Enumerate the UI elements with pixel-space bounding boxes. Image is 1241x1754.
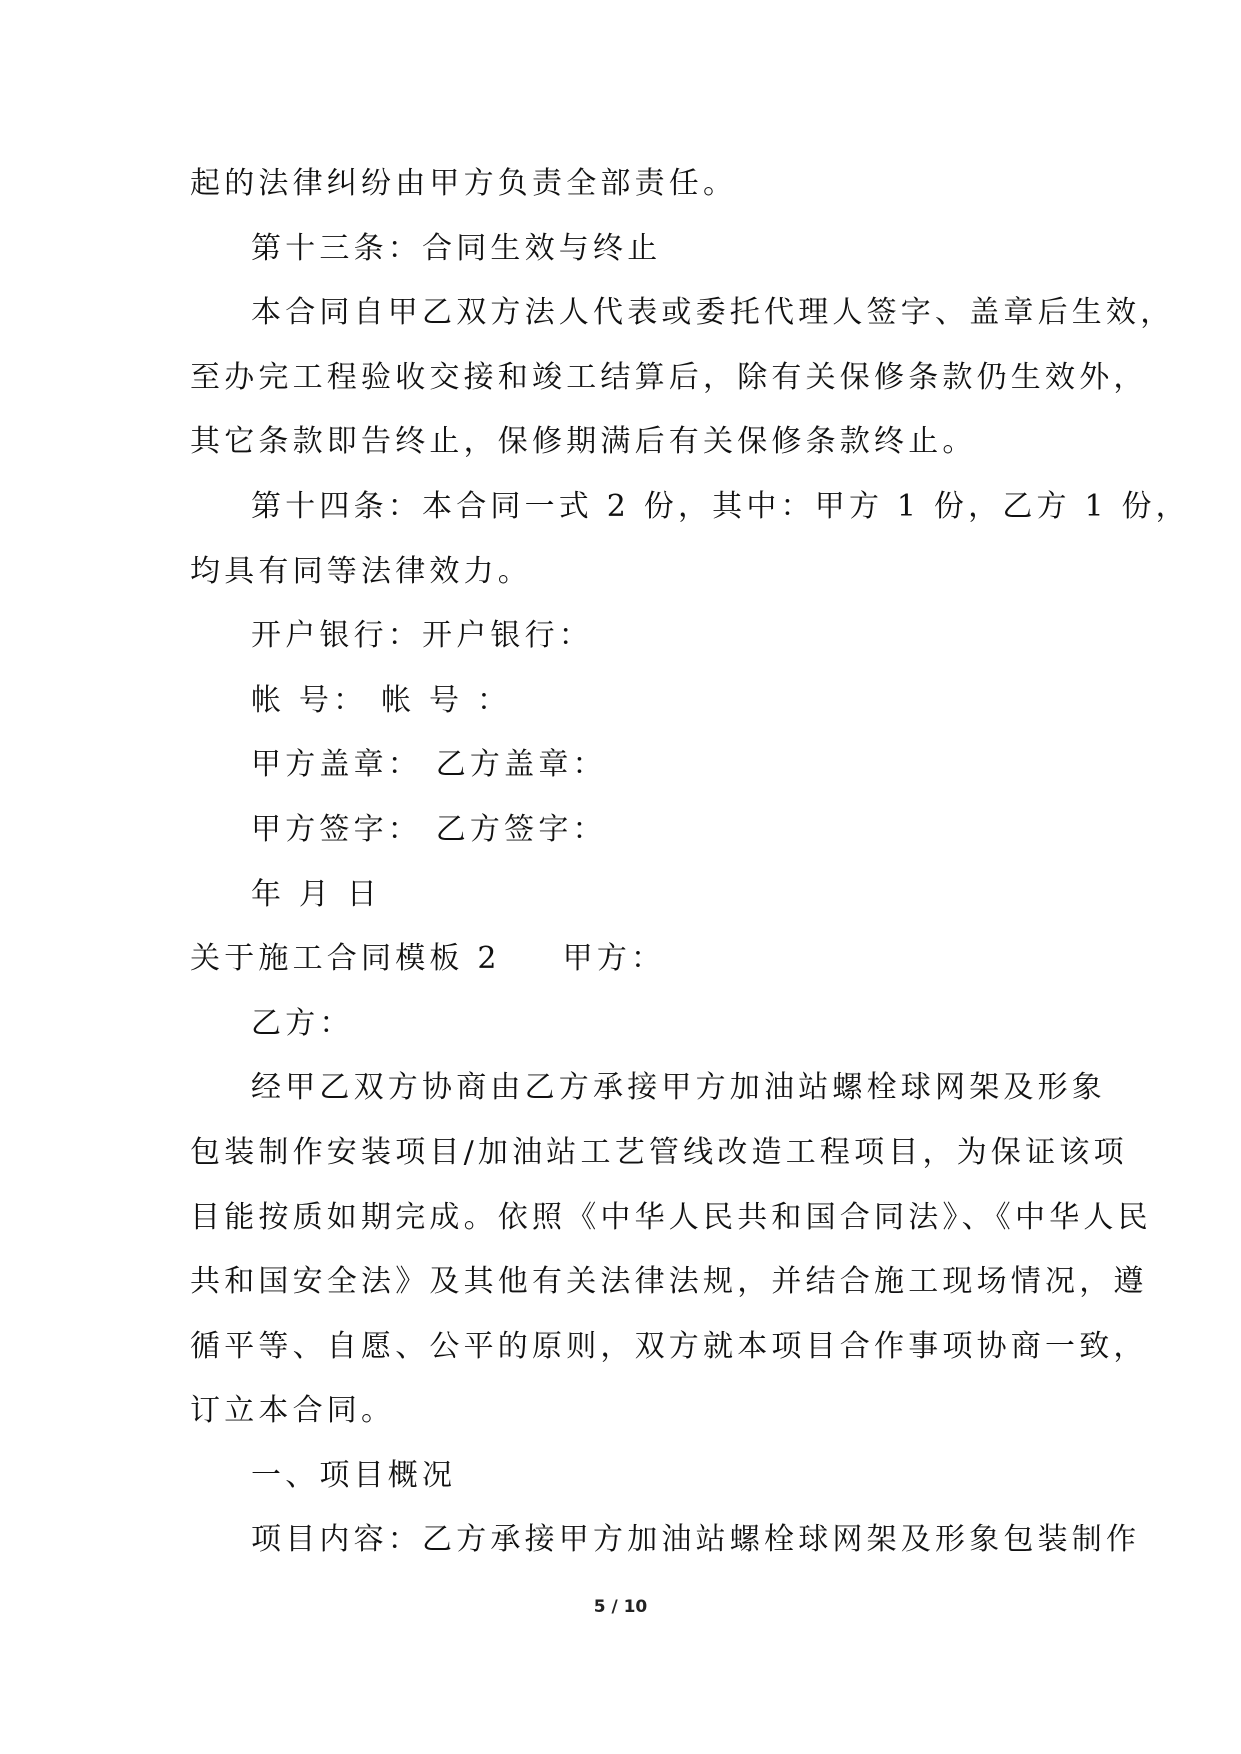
document-body [190,152,1190,1573]
party-b-label: 乙方： [251,1005,354,1041]
paragraph-line: 本合同自甲乙双方法人代表或委托代理人签字、盖章后生效， [251,295,1175,331]
section-heading-row [190,927,1090,992]
paragraph-line: 订立本合同。 [190,1393,396,1429]
section-heading: 一、项目概况 [251,1457,457,1493]
seal-line: 甲方盖章： 乙方盖章： [251,747,607,783]
page-number: 5 / 10 [593,1597,648,1617]
paragraph-line: 起的法律纠纷由甲方负责全部责任。 [190,166,738,201]
signature-line: 甲方签字： 乙方签字： [251,811,607,847]
paragraph-line: 包装制作安装项目/加油站工艺管线改造工程项目，为保证该项 [190,1134,1128,1170]
date-line: 年 月 日 [251,876,382,912]
article-heading: 第十三条：合同生效与终止 [251,230,662,266]
paragraph-line: 均具有同等法律效力。 [190,553,532,589]
section-title: 关于施工合同模板 2 [190,941,501,977]
paragraph-line: 项目内容：乙方承接甲方加油站螺栓球网架及形象包装制作 [251,1522,1141,1558]
party-a-label: 甲方： [562,941,666,977]
paragraph-line: 第十四条：本合同一式 2 份，其中：甲方 1 份，乙方 1 份， [251,488,1190,524]
paragraph-line: 目能按质如期完成。依照《中华人民共和国合同法》、《中华人民 [190,1199,1152,1235]
paragraph-line: 循平等、自愿、公平的原则，双方就本项目合作事项协商一致， [190,1328,1148,1364]
account-line: 帐 号： 帐 号 ： [251,682,512,718]
paragraph-line: 经甲乙双方协商由乙方承接甲方加油站螺栓球网架及形象 [251,1070,1106,1106]
paragraph-line: 其它条款即告终止，保修期满后有关保修条款终止。 [190,424,977,460]
paragraph-line: 共和国安全法》及其他有关法律法规，并结合施工现场情况，遵 [190,1264,1148,1300]
paragraph-line: 至办完工程验收交接和竣工结算后，除有关保修条款仍生效外， [190,359,1148,395]
bank-line: 开户银行：开户银行： [251,618,593,654]
